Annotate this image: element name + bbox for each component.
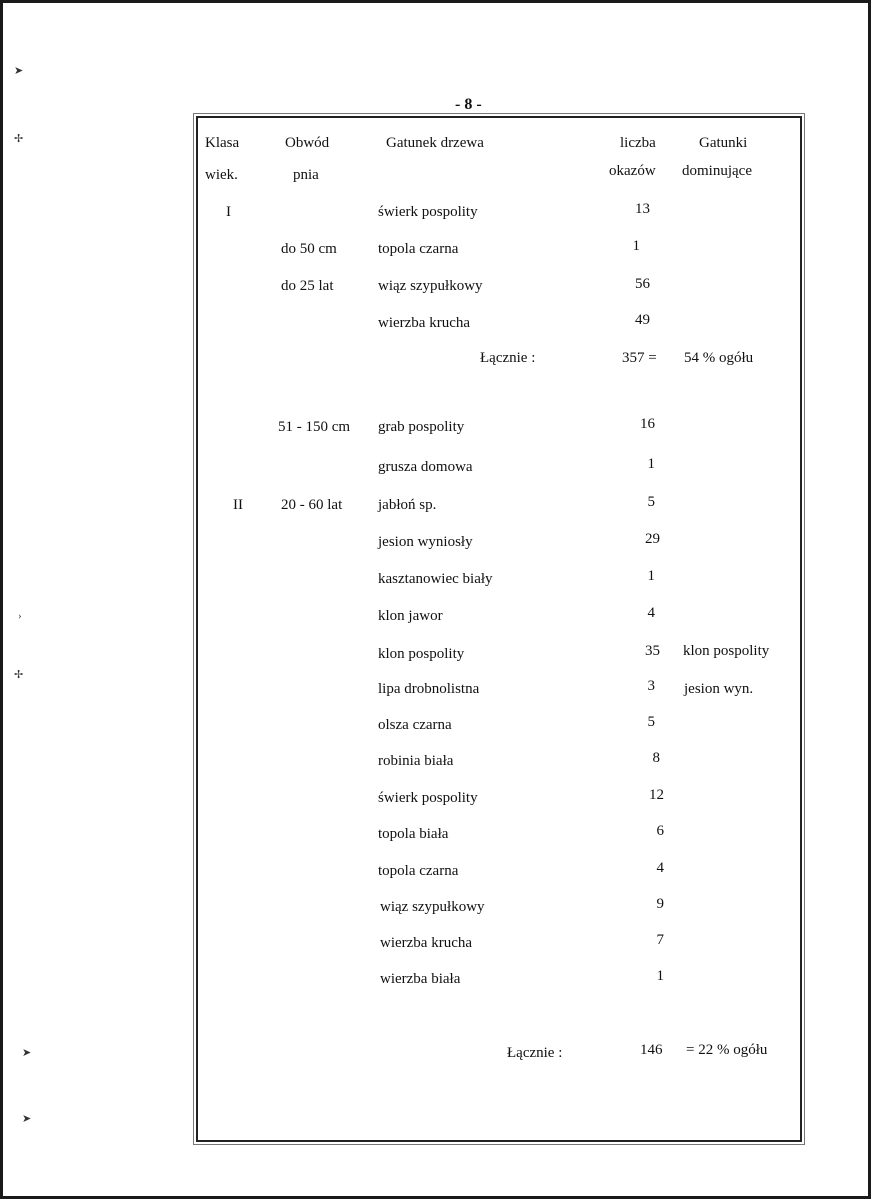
margin-mark: ➤ xyxy=(22,1113,32,1125)
species-count: 9 xyxy=(656,896,664,912)
species-name: kasztanowiec biały xyxy=(378,571,493,587)
species-name: świerk pospolity xyxy=(378,204,478,220)
margin-mark: ✢ xyxy=(14,669,24,681)
circumference-2: 51 - 150 cm xyxy=(278,419,351,435)
species-name: wierzba biała xyxy=(380,971,461,987)
species-count: 1 xyxy=(656,968,664,984)
header-obwod-2: pnia xyxy=(293,167,319,183)
species-name: topola czarna xyxy=(378,863,459,879)
species-name: topola czarna xyxy=(378,241,459,257)
header-liczba-2: okazów xyxy=(609,163,656,179)
age-range-2: 20 - 60 lat xyxy=(281,497,343,513)
species-count: 5 xyxy=(647,714,655,730)
species-count: 7 xyxy=(656,932,664,948)
age-class-1: I xyxy=(226,204,231,220)
species-name: klon jawor xyxy=(378,608,443,624)
species-name: jesion wyniosły xyxy=(378,534,473,550)
species-count: 16 xyxy=(640,416,655,432)
total-value-2: 146 xyxy=(640,1042,663,1058)
species-name: świerk pospolity xyxy=(378,790,478,806)
species-count: 5 xyxy=(647,494,655,510)
page-number: - 8 - xyxy=(455,96,482,113)
total-label-1: Łącznie : xyxy=(480,350,536,366)
circumference-1: do 50 cm xyxy=(281,241,337,257)
species-name: klon pospolity xyxy=(378,646,465,662)
species-table xyxy=(196,116,802,1142)
species-name: topola biała xyxy=(378,826,449,842)
header-liczba: liczba xyxy=(620,135,656,151)
margin-mark: › xyxy=(18,610,22,622)
species-count: 49 xyxy=(635,312,650,328)
species-count: 56 xyxy=(635,276,650,292)
species-count: 4 xyxy=(647,605,655,621)
header-dominujace-2: dominujące xyxy=(682,163,752,179)
species-count: 1 xyxy=(632,238,640,254)
species-name: wierzba krucha xyxy=(378,315,471,331)
species-count: 8 xyxy=(652,750,660,766)
species-name: grusza domowa xyxy=(378,459,473,475)
species-count: 4 xyxy=(656,860,664,876)
header-gatunek: Gatunek drzewa xyxy=(386,135,484,151)
species-count: 13 xyxy=(635,201,650,217)
header-obwod: Obwód xyxy=(285,135,330,151)
header-klasa-2: wiek. xyxy=(205,167,238,183)
species-name: wiąz szypułkowy xyxy=(378,278,483,294)
species-count: 3 xyxy=(647,678,655,694)
species-count: 1 xyxy=(647,456,655,472)
total-value-1: 357 = xyxy=(622,350,657,366)
species-name: wiąz szypułkowy xyxy=(380,899,485,915)
species-count: 35 xyxy=(645,643,660,659)
margin-mark: ➤ xyxy=(14,65,24,77)
dominant-species: jesion wyn. xyxy=(684,681,754,697)
age-range-1: do 25 lat xyxy=(281,278,334,294)
species-name: wierzba krucha xyxy=(380,935,473,951)
species-count: 6 xyxy=(656,823,664,839)
species-name: grab pospolity xyxy=(378,419,465,435)
species-name: olsza czarna xyxy=(378,717,452,733)
species-count: 1 xyxy=(647,568,655,584)
total-percent-2: = 22 % ogółu xyxy=(686,1042,768,1058)
total-label-2: Łącznie : xyxy=(507,1045,563,1061)
dominant-species: klon pospolity xyxy=(683,643,770,659)
species-count: 12 xyxy=(649,787,664,803)
species-name: jabłoń sp. xyxy=(378,497,437,513)
total-percent-1: 54 % ogółu xyxy=(684,350,754,366)
age-class-2: II xyxy=(233,497,243,513)
species-name: robinia biała xyxy=(378,753,454,769)
header-klasa: Klasa xyxy=(205,135,240,151)
margin-mark: ➤ xyxy=(22,1047,32,1059)
margin-mark: ✢ xyxy=(14,133,24,145)
header-dominujace: Gatunki xyxy=(699,135,748,151)
species-count: 29 xyxy=(645,531,660,547)
species-name: lipa drobnolistna xyxy=(378,681,480,697)
